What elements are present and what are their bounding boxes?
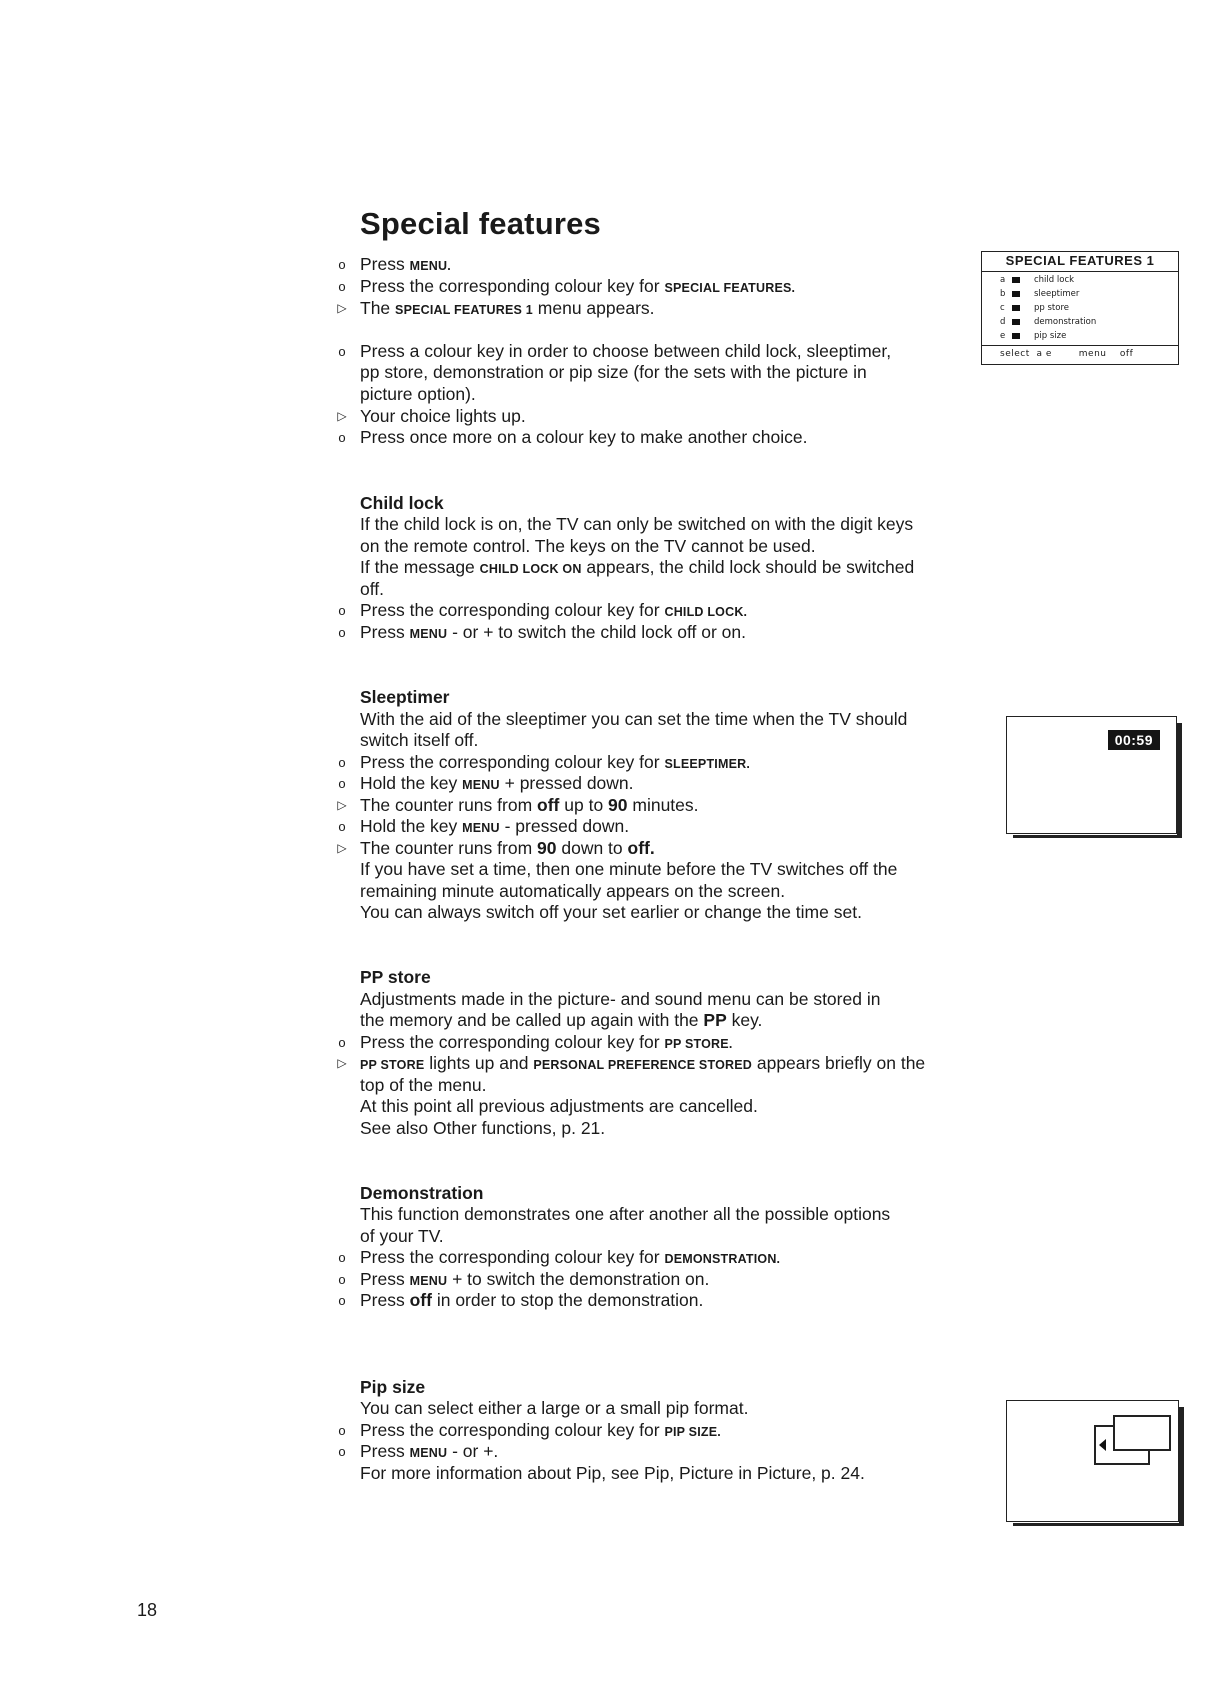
pp-store-text: At this point all previous adjustments are cancelled.	[360, 1096, 758, 1116]
sleeptimer-clock: 00:59	[1108, 730, 1160, 750]
step-bullet-icon: o	[338, 1035, 346, 1050]
result-arrow-icon: ▷	[337, 1056, 347, 1070]
step-bullet-icon: o	[338, 1444, 346, 1459]
pp-store-text: the memory and be called up again with the PP key.	[360, 1010, 763, 1030]
child-lock-step: Press the corresponding colour key for CHILD LOCK.	[360, 600, 748, 620]
pip-size-step: Press MENU - or +.	[360, 1441, 499, 1461]
sleeptimer-step: Hold the key MENU - pressed down.	[360, 816, 630, 836]
demonstration-step: Press MENU + to switch the demonstration on.	[360, 1269, 710, 1289]
step-bullet-icon: o	[338, 1250, 346, 1265]
pp-store-step: Press the corresponding colour key for PP STORE.	[360, 1032, 733, 1052]
pp-store-step: PP STORE lights up and PERSONAL PREFERENCE STORED appears briefly on the	[360, 1053, 926, 1073]
result-arrow-icon: ▷	[337, 301, 347, 315]
intro-line-7: Your choice lights up.	[360, 406, 526, 426]
step-bullet-icon: o	[338, 819, 346, 834]
osd-menu-footer: select a e menu off	[1000, 349, 1134, 359]
colour-key-icon	[1012, 277, 1020, 283]
step-bullet-icon: o	[338, 625, 346, 640]
step-bullet-icon: o	[338, 430, 346, 445]
osd-menu-item: c pp store	[1000, 303, 1069, 313]
pip-size-step: Press the corresponding colour key for PIP SIZE.	[360, 1420, 721, 1440]
child-lock-text: off.	[360, 579, 385, 599]
demonstration-text: This function demonstrates one after another all the possible options	[360, 1204, 891, 1224]
osd-menu-item: b sleeptimer	[1000, 289, 1080, 299]
pip-size-text: For more information about Pip, see Pip, Picture in Picture, p. 24.	[360, 1463, 865, 1483]
step-bullet-icon: o	[338, 603, 346, 618]
intro-line-8: Press once more on a colour key to make another choice.	[360, 427, 808, 447]
intro-line-5: pp store, demonstration or pip size (for the sets with the picture in	[360, 362, 867, 382]
child-lock-step: Press MENU - or + to switch the child lock off or on.	[360, 622, 746, 642]
demonstration-text: of your TV.	[360, 1226, 444, 1246]
sleeptimer-text: remaining minute automatically appears on the screen.	[360, 881, 786, 901]
intro-line-1: Press MENU.	[360, 254, 451, 274]
sleeptimer-step: The counter runs from off up to 90 minutes.	[360, 795, 699, 815]
colour-key-icon	[1012, 319, 1020, 325]
pp-store-heading: PP store	[360, 967, 431, 987]
step-bullet-icon: o	[338, 257, 346, 272]
intro-line-4: Press a colour key in order to choose between child lock, sleeptimer,	[360, 341, 892, 361]
demonstration-heading: Demonstration	[360, 1183, 484, 1203]
page-number: 18	[137, 1600, 158, 1620]
colour-key-icon	[1012, 291, 1020, 297]
result-arrow-icon: ▷	[337, 841, 347, 855]
step-bullet-icon: o	[338, 1272, 346, 1287]
special-features-menu-illustration	[981, 251, 1179, 365]
child-lock-text: on the remote control. The keys on the TV cannot be used.	[360, 536, 816, 556]
sleeptimer-text: If you have set a time, then one minute before the TV switches off the	[360, 859, 898, 879]
sleeptimer-text: switch itself off.	[360, 730, 479, 750]
demonstration-step: Press the corresponding colour key for DEMONSTRATION.	[360, 1247, 781, 1267]
tv-screen-clock-illustration	[1006, 716, 1177, 834]
osd-menu-title: SPECIAL FEATURES 1	[1005, 253, 1155, 268]
intro-line-2: Press the corresponding colour key for SPECIAL FEATURES.	[360, 276, 796, 296]
pip-size-text: You can select either a large or a small pip format.	[360, 1398, 749, 1418]
page-title: Special features	[360, 206, 601, 241]
demonstration-step: Press off in order to stop the demonstration.	[360, 1290, 704, 1310]
pp-store-text: See also Other functions, p. 21.	[360, 1118, 606, 1138]
step-bullet-icon: o	[338, 1423, 346, 1438]
sleeptimer-step: Hold the key MENU + pressed down.	[360, 773, 634, 793]
pip-window-icon	[1094, 1414, 1174, 1474]
step-bullet-icon: o	[338, 776, 346, 791]
step-bullet-icon: o	[338, 344, 346, 359]
sleeptimer-step: Press the corresponding colour key for SLEEPTIMER.	[360, 752, 751, 772]
step-bullet-icon: o	[338, 755, 346, 770]
child-lock-text: If the child lock is on, the TV can only be switched on with the digit keys	[360, 514, 914, 534]
pp-store-text: Adjustments made in the picture- and sound menu can be stored in	[360, 989, 881, 1009]
sleeptimer-text: With the aid of the sleeptimer you can set the time when the TV should	[360, 709, 908, 729]
step-bullet-icon: o	[338, 1293, 346, 1308]
pip-size-heading: Pip size	[360, 1377, 426, 1397]
sleeptimer-text: You can always switch off your set earlier or change the time set.	[360, 902, 862, 922]
sleeptimer-heading: Sleeptimer	[360, 687, 450, 707]
sleeptimer-step: The counter runs from 90 down to off.	[360, 838, 655, 858]
tv-screen-pip-illustration	[1006, 1400, 1179, 1522]
osd-menu-item: a child lock	[1000, 275, 1075, 285]
osd-menu-item: d demonstration	[1000, 317, 1097, 327]
result-arrow-icon: ▷	[337, 409, 347, 423]
child-lock-heading: Child lock	[360, 493, 444, 513]
result-arrow-icon: ▷	[337, 798, 347, 812]
osd-menu-item: e pip size	[1000, 331, 1067, 341]
pp-store-text: top of the menu.	[360, 1075, 487, 1095]
child-lock-text: If the message CHILD LOCK ON appears, the child lock should be switched	[360, 557, 915, 577]
step-bullet-icon: o	[338, 279, 346, 294]
colour-key-icon	[1012, 305, 1020, 311]
intro-line-3: The SPECIAL FEATURES 1 menu appears.	[360, 298, 655, 318]
intro-line-6: picture option).	[360, 384, 476, 404]
colour-key-icon	[1012, 333, 1020, 339]
